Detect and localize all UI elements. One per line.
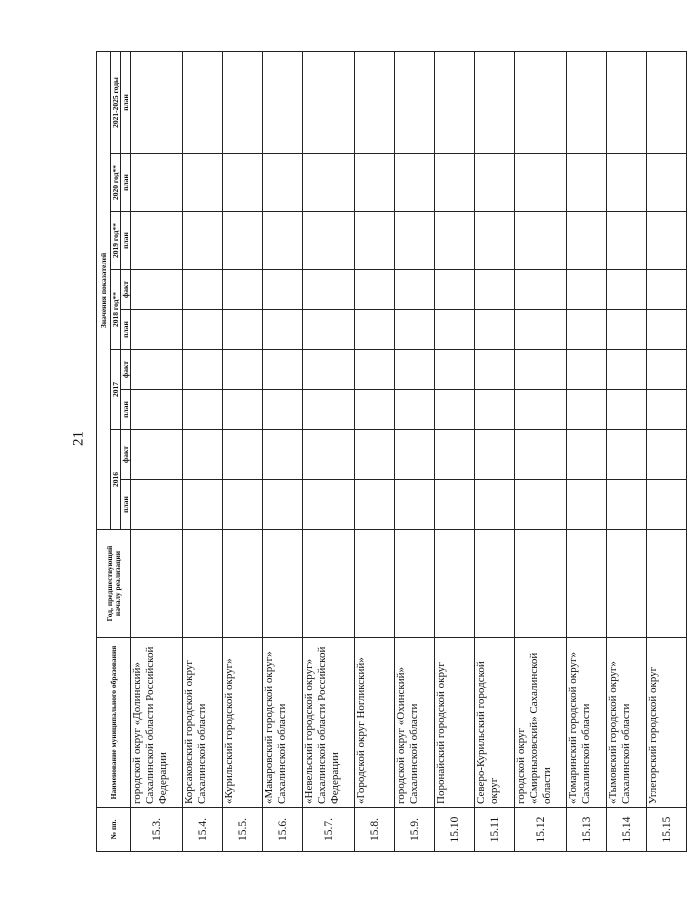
value-cell xyxy=(475,350,515,390)
value-cell xyxy=(223,480,263,530)
header-year-2016: 2016 xyxy=(111,430,121,530)
header-year-2021-2025: 2021-2025 годы xyxy=(111,51,121,153)
value-cell xyxy=(355,390,395,430)
value-cell xyxy=(131,430,183,480)
row-number: 15.14 xyxy=(607,808,647,852)
value-cell xyxy=(607,430,647,480)
header-plan: план xyxy=(121,51,131,153)
value-cell xyxy=(435,390,475,430)
municipality-name: Углегорский городской округ xyxy=(647,638,687,808)
header-year-2019: 2019 год** xyxy=(111,212,121,270)
value-cell xyxy=(567,430,607,480)
table-row xyxy=(263,51,303,851)
municipality-name: Северо-Курильский городской округ xyxy=(475,638,515,808)
row-number: 15.8. xyxy=(355,808,395,852)
value-cell xyxy=(647,270,687,310)
value-cell xyxy=(183,430,223,480)
value-cell xyxy=(607,270,647,310)
table-row xyxy=(475,51,515,851)
value-cell xyxy=(475,270,515,310)
table-row xyxy=(355,51,395,851)
value-cell xyxy=(567,212,607,270)
value-cell xyxy=(355,480,395,530)
value-cell xyxy=(355,310,395,350)
value-cell xyxy=(223,270,263,310)
header-values-group: Значения показателей xyxy=(97,51,111,529)
value-cell xyxy=(303,430,355,480)
value-cell xyxy=(395,350,435,390)
header-plan: план xyxy=(121,310,131,350)
municipality-name: «Тымовский городской округ» Сахалинской области xyxy=(607,638,647,808)
value-cell xyxy=(435,212,475,270)
value-cell xyxy=(395,480,435,530)
value-cell xyxy=(647,51,687,153)
municipality-name: городской округ «Смирныховский» Сахалинской области xyxy=(515,638,567,808)
value-cell xyxy=(567,51,607,153)
value-cell xyxy=(223,51,263,153)
value-cell xyxy=(131,390,183,430)
value-cell xyxy=(607,350,647,390)
value-cell xyxy=(131,480,183,530)
header-no: № пп. xyxy=(97,808,131,852)
value-cell xyxy=(355,51,395,153)
value-cell xyxy=(263,51,303,153)
value-cell xyxy=(183,212,223,270)
value-cell xyxy=(567,350,607,390)
header-year-2020: 2020 год** xyxy=(111,154,121,212)
value-cell xyxy=(303,530,355,638)
value-cell xyxy=(647,350,687,390)
header-name: Наименование муниципального образования xyxy=(97,638,131,808)
value-cell xyxy=(567,530,607,638)
value-cell xyxy=(607,154,647,212)
value-cell xyxy=(515,51,567,153)
value-cell xyxy=(395,270,435,310)
value-cell xyxy=(395,430,435,480)
value-cell xyxy=(647,530,687,638)
value-cell xyxy=(395,51,435,153)
value-cell xyxy=(131,154,183,212)
value-cell xyxy=(183,270,223,310)
value-cell xyxy=(567,480,607,530)
value-cell xyxy=(263,154,303,212)
value-cell xyxy=(515,310,567,350)
value-cell xyxy=(475,390,515,430)
value-cell xyxy=(395,154,435,212)
value-cell xyxy=(355,350,395,390)
header-plan: план xyxy=(121,154,131,212)
value-cell xyxy=(475,310,515,350)
value-cell xyxy=(395,390,435,430)
value-cell xyxy=(435,51,475,153)
value-cell xyxy=(435,350,475,390)
value-cell xyxy=(183,154,223,212)
header-plan: план xyxy=(121,480,131,530)
value-cell xyxy=(475,212,515,270)
value-cell xyxy=(131,530,183,638)
value-cell xyxy=(435,270,475,310)
value-cell xyxy=(131,310,183,350)
value-cell xyxy=(647,430,687,480)
value-cell xyxy=(607,212,647,270)
value-cell xyxy=(355,430,395,480)
row-number: 15.4. xyxy=(183,808,223,852)
table-row xyxy=(607,51,647,851)
row-number: 15.7. xyxy=(303,808,355,852)
value-cell xyxy=(395,310,435,350)
table-row xyxy=(131,51,183,851)
value-cell xyxy=(355,154,395,212)
value-cell xyxy=(355,530,395,638)
municipality-name: городской округ «Охинский» Сахалинской области xyxy=(395,638,435,808)
value-cell xyxy=(183,480,223,530)
value-cell xyxy=(395,530,435,638)
municipality-name: городской округ «Долинский» Сахалинской области Российской Федерации xyxy=(131,638,183,808)
municipality-name: «Томаринский городской округ» Сахалинской области xyxy=(567,638,607,808)
row-number: 15.10 xyxy=(435,808,475,852)
municipality-name: «Курильский городской округ» xyxy=(223,638,263,808)
value-cell xyxy=(607,530,647,638)
value-cell xyxy=(223,350,263,390)
value-cell xyxy=(515,390,567,430)
value-cell xyxy=(223,530,263,638)
table-row xyxy=(223,51,263,851)
table-row xyxy=(435,51,475,851)
row-number: 15.5. xyxy=(223,808,263,852)
value-cell xyxy=(607,480,647,530)
value-cell xyxy=(303,390,355,430)
header-year-before: Год, предшествующий началу реализации xyxy=(97,530,131,638)
value-cell xyxy=(263,270,303,310)
value-cell xyxy=(475,530,515,638)
value-cell xyxy=(355,270,395,310)
value-cell xyxy=(223,390,263,430)
value-cell xyxy=(131,350,183,390)
value-cell xyxy=(263,390,303,430)
header-fact: факт xyxy=(121,430,131,480)
value-cell xyxy=(607,51,647,153)
value-cell xyxy=(183,530,223,638)
value-cell xyxy=(263,350,303,390)
value-cell xyxy=(647,310,687,350)
value-cell xyxy=(303,270,355,310)
row-number: 15.15 xyxy=(647,808,687,852)
value-cell xyxy=(435,430,475,480)
row-number: 15.11 xyxy=(475,808,515,852)
value-cell xyxy=(647,390,687,430)
value-cell xyxy=(435,480,475,530)
value-cell xyxy=(515,430,567,480)
value-cell xyxy=(515,212,567,270)
value-cell xyxy=(647,480,687,530)
value-cell xyxy=(263,480,303,530)
value-cell xyxy=(303,154,355,212)
value-cell xyxy=(263,430,303,480)
value-cell xyxy=(475,51,515,153)
value-cell xyxy=(475,480,515,530)
value-cell xyxy=(131,51,183,153)
value-cell xyxy=(607,390,647,430)
value-cell xyxy=(223,310,263,350)
row-number: 15.3. xyxy=(131,808,183,852)
header-year-2017: 2017 xyxy=(111,350,121,430)
value-cell xyxy=(515,480,567,530)
value-cell xyxy=(183,51,223,153)
value-cell xyxy=(475,430,515,480)
municipality-name: «Невельский городской округ» Сахалинской области Российской Федерации xyxy=(303,638,355,808)
value-cell xyxy=(647,154,687,212)
value-cell xyxy=(515,270,567,310)
value-cell xyxy=(435,310,475,350)
header-plan: план xyxy=(121,212,131,270)
header-fact: факт xyxy=(121,350,131,390)
value-cell xyxy=(263,530,303,638)
value-cell xyxy=(355,212,395,270)
row-number: 15.12 xyxy=(515,808,567,852)
value-cell xyxy=(183,350,223,390)
value-cell xyxy=(303,350,355,390)
value-cell xyxy=(515,530,567,638)
value-cell xyxy=(567,154,607,212)
value-cell xyxy=(435,530,475,638)
value-cell xyxy=(567,270,607,310)
value-cell xyxy=(607,310,647,350)
header-fact: факт xyxy=(121,270,131,310)
municipality-name: «Макаровский городской округ» Сахалинской области xyxy=(263,638,303,808)
value-cell xyxy=(515,350,567,390)
value-cell xyxy=(183,390,223,430)
value-cell xyxy=(183,310,223,350)
value-cell xyxy=(263,310,303,350)
value-cell xyxy=(303,51,355,153)
value-cell xyxy=(263,212,303,270)
table-row xyxy=(183,51,223,851)
rotated-table-wrapper xyxy=(96,52,673,852)
row-number: 15.13 xyxy=(567,808,607,852)
value-cell xyxy=(435,154,475,212)
value-cell xyxy=(131,212,183,270)
table-row xyxy=(647,51,687,851)
table-row xyxy=(515,51,567,851)
value-cell xyxy=(223,154,263,212)
indicator-table xyxy=(96,51,687,852)
municipality-name: Корсаковский городской округ Сахалинской области xyxy=(183,638,223,808)
value-cell xyxy=(303,212,355,270)
value-cell xyxy=(515,154,567,212)
value-cell xyxy=(395,212,435,270)
municipality-name: Поронайский городской округ xyxy=(435,638,475,808)
municipality-name: «Городской округ Ногликский» xyxy=(355,638,395,808)
header-year-2018: 2018 год** xyxy=(111,270,121,350)
value-cell xyxy=(303,310,355,350)
value-cell xyxy=(131,270,183,310)
value-cell xyxy=(475,154,515,212)
page-number: 21 xyxy=(70,431,87,446)
row-number: 15.6. xyxy=(263,808,303,852)
table-row xyxy=(567,51,607,851)
value-cell xyxy=(223,430,263,480)
value-cell xyxy=(647,212,687,270)
value-cell xyxy=(567,390,607,430)
value-cell xyxy=(303,480,355,530)
value-cell xyxy=(223,212,263,270)
value-cell xyxy=(567,310,607,350)
table-row xyxy=(303,51,355,851)
table-row xyxy=(395,51,435,851)
row-number: 15.9. xyxy=(395,808,435,852)
header-plan: план xyxy=(121,390,131,430)
